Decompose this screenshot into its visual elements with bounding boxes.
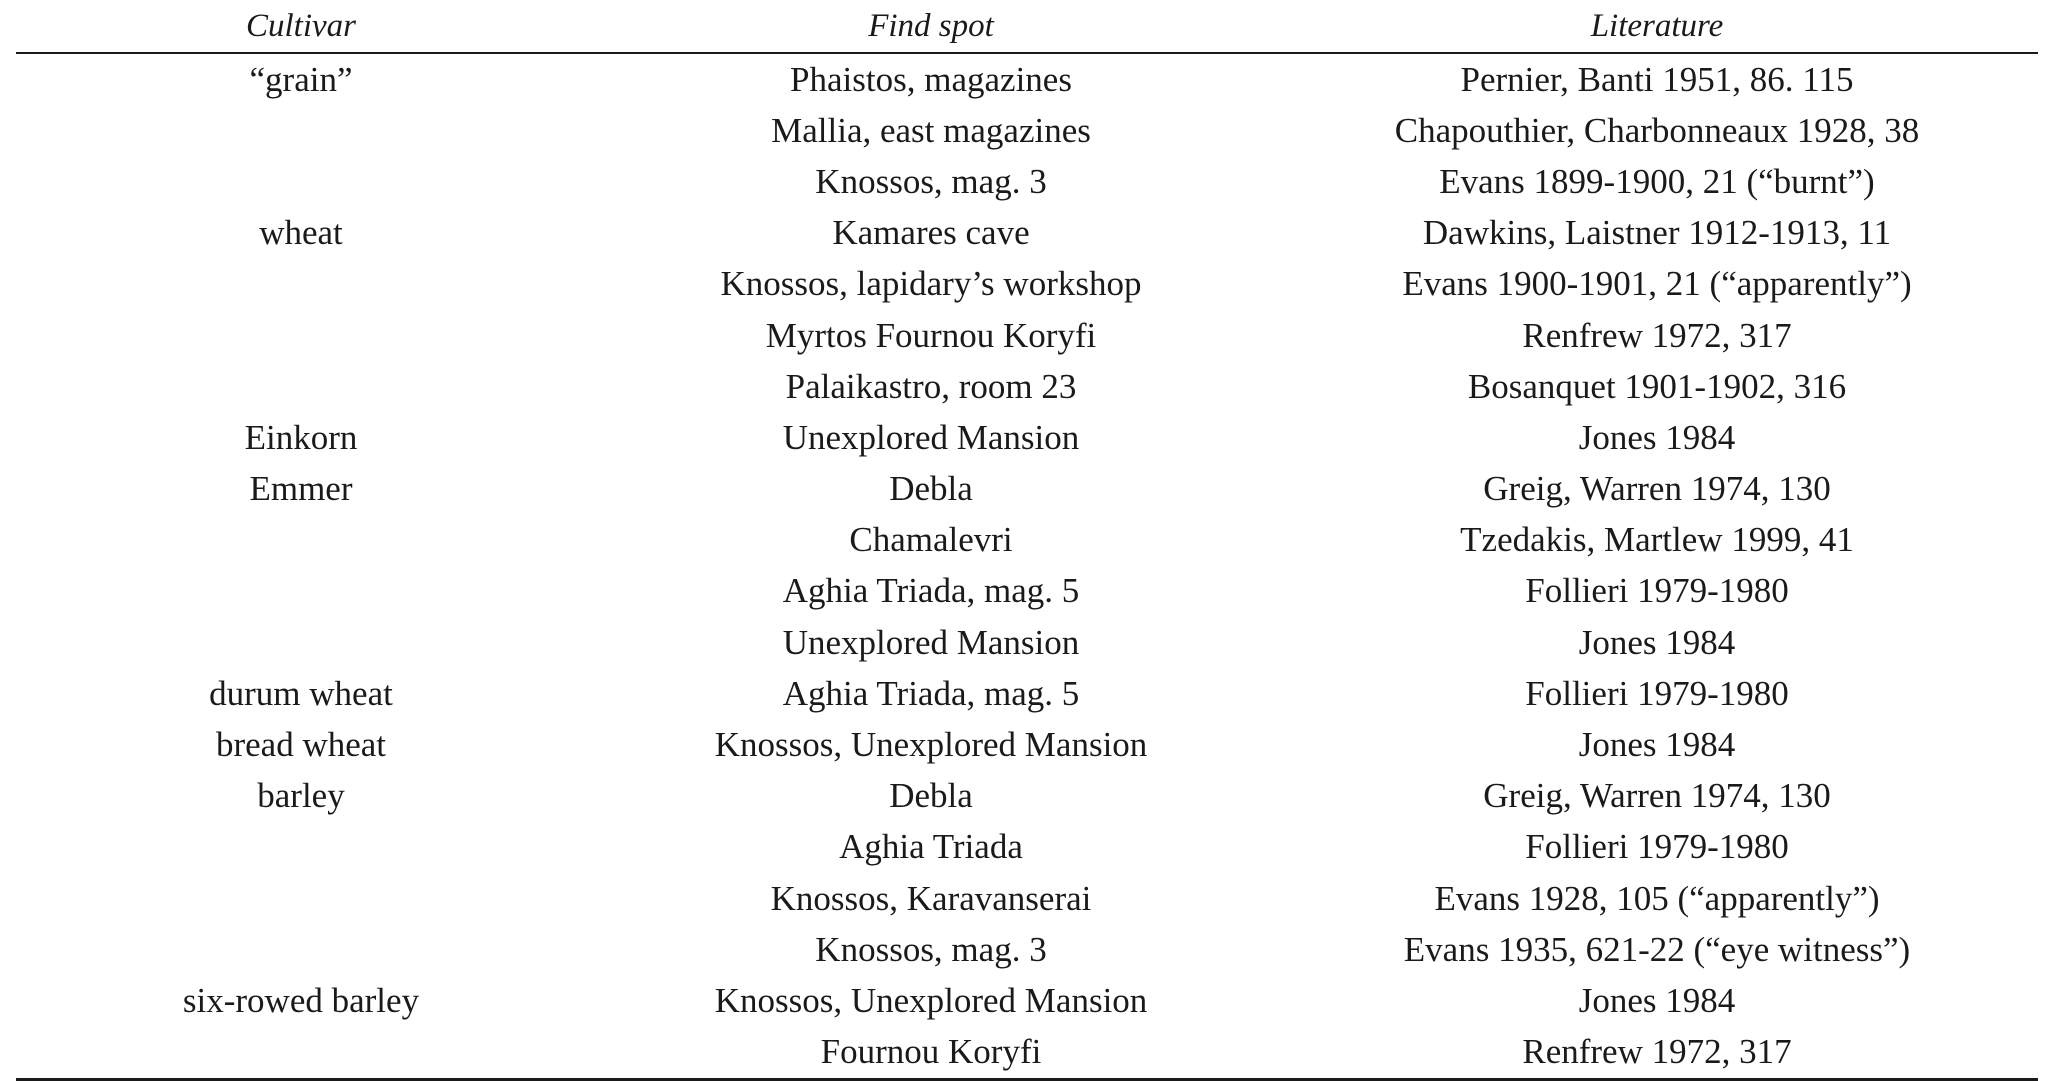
header-literature: Literature (1276, 0, 2038, 53)
table-row (16, 617, 2038, 668)
table-row (16, 668, 2038, 719)
find-spot-cell: Debla (889, 469, 973, 509)
literature-cell: Follieri 1979-1980 (1525, 827, 1789, 867)
literature-cell: Jones 1984 (1578, 725, 1736, 765)
literature-cell: Dawkins, Laistner 1912-1913, 11 (1422, 213, 1892, 253)
literature-cell: Evans 1928, 105 (“apparently”) (1434, 878, 1880, 918)
cultivar-table (16, 0, 2038, 1081)
literature-cell: Tzedakis, Martlew 1999, 41 (1460, 520, 1854, 560)
find-spot-cell: Knossos, lapidary’s workshop (720, 264, 1142, 304)
literature-cell: Evans 1935, 621-22 (“eye witness”) (1403, 929, 1911, 969)
cultivar-cell: Einkorn (244, 417, 358, 457)
find-spot-cell: Knossos, mag. 3 (815, 161, 1047, 201)
table-row (16, 975, 2038, 1026)
cultivar-cell (16, 156, 586, 207)
find-spot-cell: Knossos, Unexplored Mansion (714, 980, 1148, 1020)
table-row (16, 412, 2038, 463)
cultivar-cell (16, 566, 586, 617)
cultivar-cell (16, 310, 586, 361)
cultivar-cell (16, 617, 586, 668)
table-row (16, 1027, 2038, 1080)
find-spot-cell: Aghia Triada (839, 827, 1023, 867)
literature-cell: Renfrew 1972, 317 (1276, 1027, 2038, 1080)
cultivar-cell: barley (257, 776, 345, 816)
table-header (16, 0, 2038, 53)
literature-cell: Jones 1984 (1578, 417, 1736, 457)
table-body (16, 53, 2038, 1079)
table-row (16, 515, 2038, 566)
cultivar-cell: durum wheat (209, 673, 393, 713)
find-spot-cell: Phaistos, magazines (790, 59, 1072, 99)
cultivar-cell: wheat (259, 213, 343, 253)
literature-cell: Jones 1984 (1578, 622, 1736, 662)
header-row (16, 0, 2038, 53)
cultivar-cell (16, 105, 586, 156)
literature-cell: Evans 1899-1900, 21 (“burnt”) (1439, 161, 1875, 201)
find-spot-cell: Kamares cave (832, 213, 1030, 253)
cultivar-cell (16, 873, 586, 924)
literature-cell: Greig, Warren 1974, 130 (1483, 469, 1831, 509)
find-spot-cell: Aghia Triada, mag. 5 (782, 673, 1080, 713)
cultivar-cell: “grain” (249, 59, 353, 99)
find-spot-cell: Mallia, east magazines (771, 110, 1091, 150)
literature-cell: Bosanquet 1901-1902, 316 (1467, 366, 1847, 406)
table-row (16, 53, 2038, 105)
table-row (16, 719, 2038, 770)
table-row (16, 822, 2038, 873)
header-find-spot: Find spot (586, 0, 1276, 53)
find-spot-cell: Debla (889, 776, 973, 816)
cultivar-cell (16, 924, 586, 975)
table-row (16, 566, 2038, 617)
cultivar-cell (16, 822, 586, 873)
find-spot-cell: Aghia Triada, mag. 5 (782, 571, 1080, 611)
header-cultivar: Cultivar (16, 0, 586, 53)
literature-cell: Chapouthier, Charbonneaux 1928, 38 (1394, 110, 1920, 150)
cultivar-cell: bread wheat (215, 725, 387, 765)
literature-cell: Follieri 1979-1980 (1525, 673, 1789, 713)
table-row (16, 771, 2038, 822)
find-spot-cell: Knossos, mag. 3 (815, 929, 1047, 969)
literature-cell: Greig, Warren 1974, 130 (1483, 776, 1831, 816)
find-spot-cell: Myrtos Fournou Koryfi (765, 315, 1097, 355)
cultivar-cell: Emmer (249, 469, 353, 509)
find-spot-cell: Knossos, Unexplored Mansion (714, 725, 1148, 765)
cultivar-cell (16, 361, 586, 412)
table-row (16, 361, 2038, 412)
cultivar-cell (16, 1027, 586, 1080)
literature-cell: Evans 1900-1901, 21 (“apparently”) (1402, 264, 1912, 304)
table-row (16, 156, 2038, 207)
literature-cell: Renfrew 1972, 317 (1522, 315, 1792, 355)
table-row (16, 310, 2038, 361)
table-row (16, 464, 2038, 515)
table-row (16, 873, 2038, 924)
find-spot-cell: Fournou Koryfi (586, 1027, 1276, 1080)
table-row (16, 924, 2038, 975)
cultivar-cell: six-rowed barley (182, 980, 420, 1020)
table-row (16, 259, 2038, 310)
cultivar-cell (16, 515, 586, 566)
find-spot-cell: Palaikastro, room 23 (785, 366, 1077, 406)
table-row (16, 208, 2038, 259)
table-row (16, 105, 2038, 156)
literature-cell: Jones 1984 (1578, 980, 1736, 1020)
find-spot-cell: Unexplored Mansion (782, 622, 1080, 662)
find-spot-cell: Knossos, Karavanserai (770, 878, 1092, 918)
cultivar-cell (16, 259, 586, 310)
literature-cell: Follieri 1979-1980 (1525, 571, 1789, 611)
find-spot-cell: Chamalevri (849, 520, 1013, 560)
find-spot-cell: Unexplored Mansion (782, 417, 1080, 457)
literature-cell: Pernier, Banti 1951, 86. 115 (1460, 59, 1854, 99)
